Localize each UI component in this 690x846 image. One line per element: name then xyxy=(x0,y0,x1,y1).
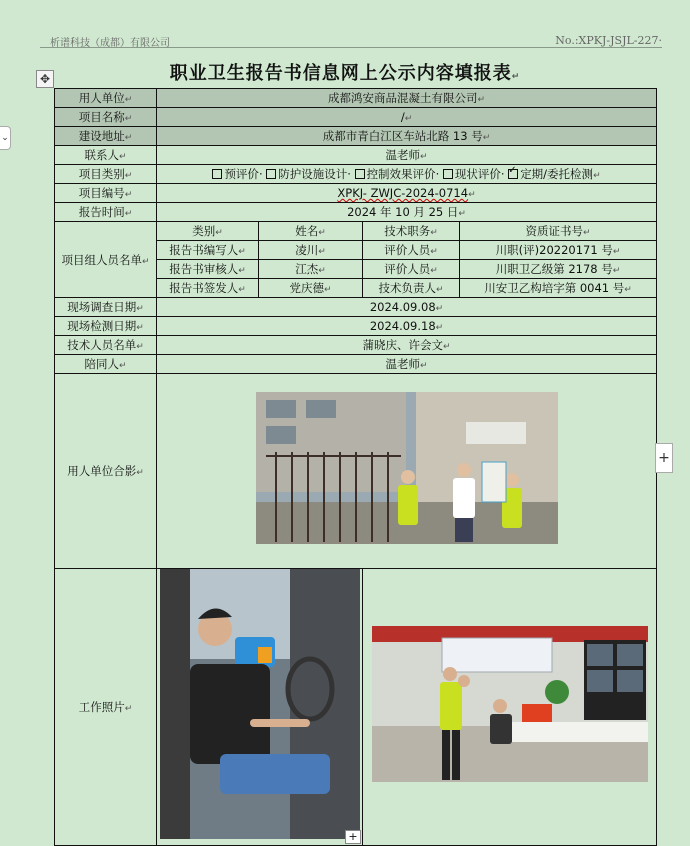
team-cell[interactable]: 报告书审核人 ↵ xyxy=(157,260,259,279)
category-label: 项目类别 ↵ xyxy=(55,165,157,184)
category-option[interactable]: 预评价 xyxy=(212,167,259,181)
add-row-button[interactable]: + xyxy=(345,830,361,844)
team-cell[interactable]: 川职(评)20220171 号 ↵ xyxy=(460,241,657,260)
row-tech-staff xyxy=(55,336,657,355)
escort-label: 陪同人 ↵ xyxy=(55,355,157,374)
group-photo-cell xyxy=(157,374,657,569)
contact-label: 联系人 ↵ xyxy=(55,146,157,165)
row-escort xyxy=(55,355,657,374)
row-test-date xyxy=(55,317,657,336)
document-number: No.:XPKJ-JSJL-227· xyxy=(555,34,662,47)
row-work-photo xyxy=(55,569,657,846)
checkbox-icon[interactable] xyxy=(212,169,222,179)
report-form-table xyxy=(54,88,657,846)
team-cell[interactable]: 技术负责人 ↵ xyxy=(363,279,460,298)
document-title: 职业卫生报告书信息网上公示内容填报表 ↵ xyxy=(0,59,690,85)
project-value[interactable]: / ↵ xyxy=(157,108,657,127)
address-label: 建设地址 ↵ xyxy=(55,127,157,146)
page-header xyxy=(40,30,662,48)
team-header-cell: 资质证书号 ↵ xyxy=(460,222,657,241)
row-group-photo xyxy=(55,374,657,569)
checkbox-checked-icon[interactable] xyxy=(508,169,518,179)
row-survey-date xyxy=(55,298,657,317)
category-option[interactable]: 控制效果评价 xyxy=(355,167,436,181)
report-time-value[interactable]: 2024 年 10 月 25 日 ↵ xyxy=(157,203,657,222)
work-photo-label: 工作照片 ↵ xyxy=(55,569,157,846)
team-header-row xyxy=(55,222,657,241)
row-category xyxy=(55,165,657,184)
row-report-time xyxy=(55,203,657,222)
work-photo-image-2[interactable] xyxy=(372,626,648,785)
survey-date-value[interactable]: 2024.09.08 ↵ xyxy=(157,298,657,317)
group-photo-image[interactable] xyxy=(256,392,558,547)
test-date-value[interactable]: 2024.09.18 ↵ xyxy=(157,317,657,336)
category-options: 预评价· 防护设施设计· 控制效果评价· 现状评价· ✓定期/委托检测 ↵ xyxy=(157,165,657,184)
test-date-label: 现场检测日期 ↵ xyxy=(55,317,157,336)
employer-value[interactable]: 成都鸿安商品混凝土有限公司 ↵ xyxy=(157,89,657,108)
team-header-cell: 姓名 ↵ xyxy=(259,222,363,241)
row-project xyxy=(55,108,657,127)
team-cell[interactable]: 报告书签发人 ↵ xyxy=(157,279,259,298)
team-header-cell: 技术职务 ↵ xyxy=(363,222,460,241)
add-column-button[interactable]: + xyxy=(655,443,673,473)
checkbox-icon[interactable] xyxy=(355,169,365,179)
employer-label: 用人单位 ↵ xyxy=(55,89,157,108)
team-cell[interactable]: 凌川 ↵ xyxy=(259,241,363,260)
work-photo-cell-right xyxy=(363,569,657,846)
team-label: 项目组人员名单 ↵ xyxy=(55,222,157,298)
chevron-down-icon[interactable]: ⌄ xyxy=(0,126,11,150)
checkbox-icon[interactable] xyxy=(443,169,453,179)
report-time-label: 报告时间 ↵ xyxy=(55,203,157,222)
code-value[interactable]: XPKJ- ZWJC-2024-0714 ↵ xyxy=(157,184,657,203)
company-name: 析谱科技（成都）有限公司 xyxy=(50,38,170,49)
contact-value[interactable]: 温老师 ↵ xyxy=(157,146,657,165)
header-divider xyxy=(40,47,662,48)
row-employer xyxy=(55,89,657,108)
team-cell[interactable]: 党庆德 ↵ xyxy=(259,279,363,298)
team-cell[interactable]: 评价人员 ↵ xyxy=(363,241,460,260)
work-photo-image-1[interactable] xyxy=(160,569,360,842)
code-label: 项目编号 ↵ xyxy=(55,184,157,203)
team-cell[interactable]: 川职卫乙级第 2178 号 ↵ xyxy=(460,260,657,279)
table-move-handle-icon[interactable]: ✥ xyxy=(36,70,54,88)
row-contact xyxy=(55,146,657,165)
category-option[interactable]: 现状评价 xyxy=(443,167,501,181)
category-option[interactable]: 防护设施设计 xyxy=(266,167,347,181)
tech-staff-label: 技术人员名单 ↵ xyxy=(55,336,157,355)
escort-value[interactable]: 温老师 ↵ xyxy=(157,355,657,374)
group-photo-label: 用人单位合影 ↵ xyxy=(55,374,157,569)
team-cell[interactable]: 评价人员 ↵ xyxy=(363,260,460,279)
tech-staff-value[interactable]: 蒲晓庆、许会文 ↵ xyxy=(157,336,657,355)
project-label: 项目名称 ↵ xyxy=(55,108,157,127)
team-header-cell: 类别 ↵ xyxy=(157,222,259,241)
team-cell[interactable]: 川安卫乙构培字第 0041 号 ↵ xyxy=(460,279,657,298)
survey-date-label: 现场调查日期 ↵ xyxy=(55,298,157,317)
row-address xyxy=(55,127,657,146)
category-option[interactable]: ✓定期/委托检测 xyxy=(508,167,593,181)
work-photo-cell-left xyxy=(157,569,363,846)
checkbox-icon[interactable] xyxy=(266,169,276,179)
row-code xyxy=(55,184,657,203)
team-cell[interactable]: 报告书编写人 ↵ xyxy=(157,241,259,260)
address-value[interactable]: 成都市青白江区车站北路 13 号 ↵ xyxy=(157,127,657,146)
team-cell[interactable]: 江杰 ↵ xyxy=(259,260,363,279)
